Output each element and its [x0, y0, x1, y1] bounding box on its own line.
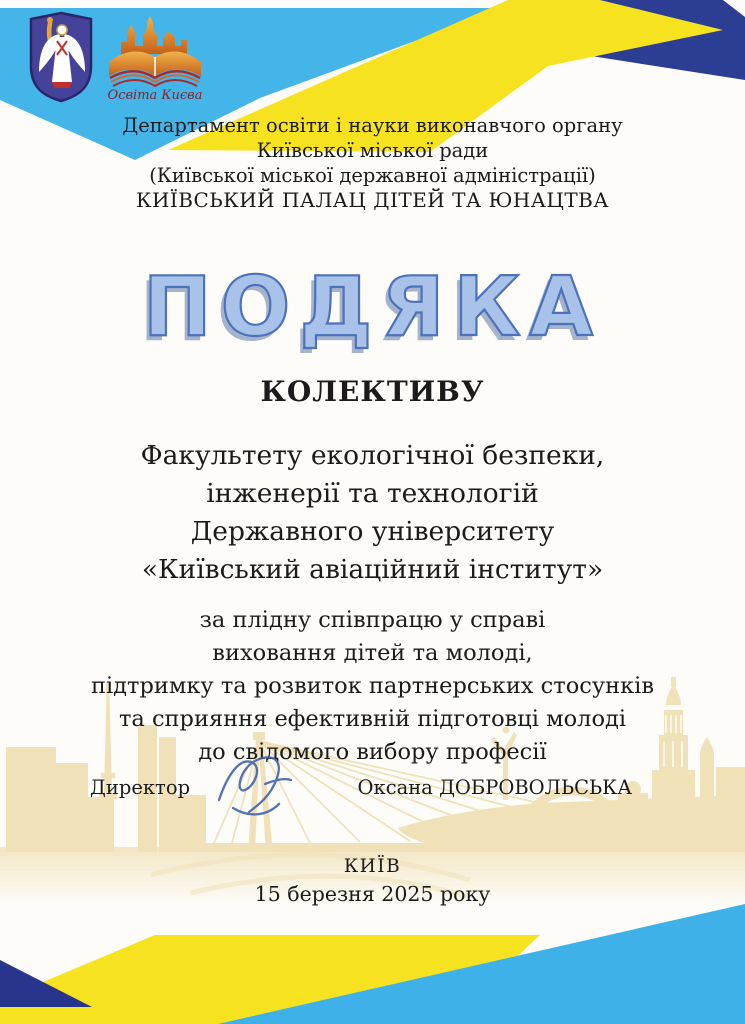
- citation-text-block: [0, 604, 745, 769]
- recipient-line-4: «Київський авіаційний інститут»: [141, 554, 604, 585]
- citation-line-1: за плідну співпрацю у справі: [199, 607, 546, 633]
- recipient-line-3: Державного університету: [190, 516, 555, 547]
- certificate-title: ПОДЯКА: [143, 260, 602, 355]
- education-logo-text: Освіта Києва: [107, 88, 203, 103]
- city-silhouette-icon: [121, 16, 187, 54]
- issuer-line-2: Київської міської ради: [256, 139, 489, 162]
- signer-name: Оксана ДОБРОВОЛЬСЬКА: [357, 776, 632, 799]
- issuer-header: [0, 113, 745, 213]
- kyiv-coat-of-arms-logo: [26, 10, 96, 104]
- recipient-name-block: [0, 437, 745, 589]
- handwritten-signature: [205, 738, 335, 828]
- issuer-line-4: КИЇВСЬКИЙ ПАЛАЦ ДІТЕЙ ТА ЮНАЦТВА: [135, 188, 610, 212]
- citation-line-3: підтримку та розвиток партнерських стосунків: [90, 673, 655, 699]
- citation-line-2: виховання дітей та молоді,: [212, 640, 533, 666]
- recipient-line-1: Факультету екологічної безпеки,: [140, 440, 605, 471]
- bottom-ribbon-decoration: [0, 900, 745, 1024]
- signer-role-label: Директор: [90, 776, 191, 799]
- recipient-line-2: інженерії та технологій: [206, 478, 539, 509]
- date-label: 15 березня 2025 року: [254, 882, 491, 906]
- issuer-line-1: Департамент освіти і науки виконавчого органу: [122, 114, 623, 137]
- issuer-line-3: (Київської міської державної адміністрації): [149, 164, 596, 187]
- citation-line-5: до свідомого вибору професії: [198, 739, 547, 765]
- recipient-label: КОЛЕКТИВУ: [260, 375, 485, 408]
- city-label: КИЇВ: [343, 856, 402, 877]
- citation-line-4: та сприяння ефективній підготовці молоді: [118, 706, 627, 732]
- signature-row: [90, 776, 632, 799]
- osvita-kyieva-logo: [96, 12, 214, 104]
